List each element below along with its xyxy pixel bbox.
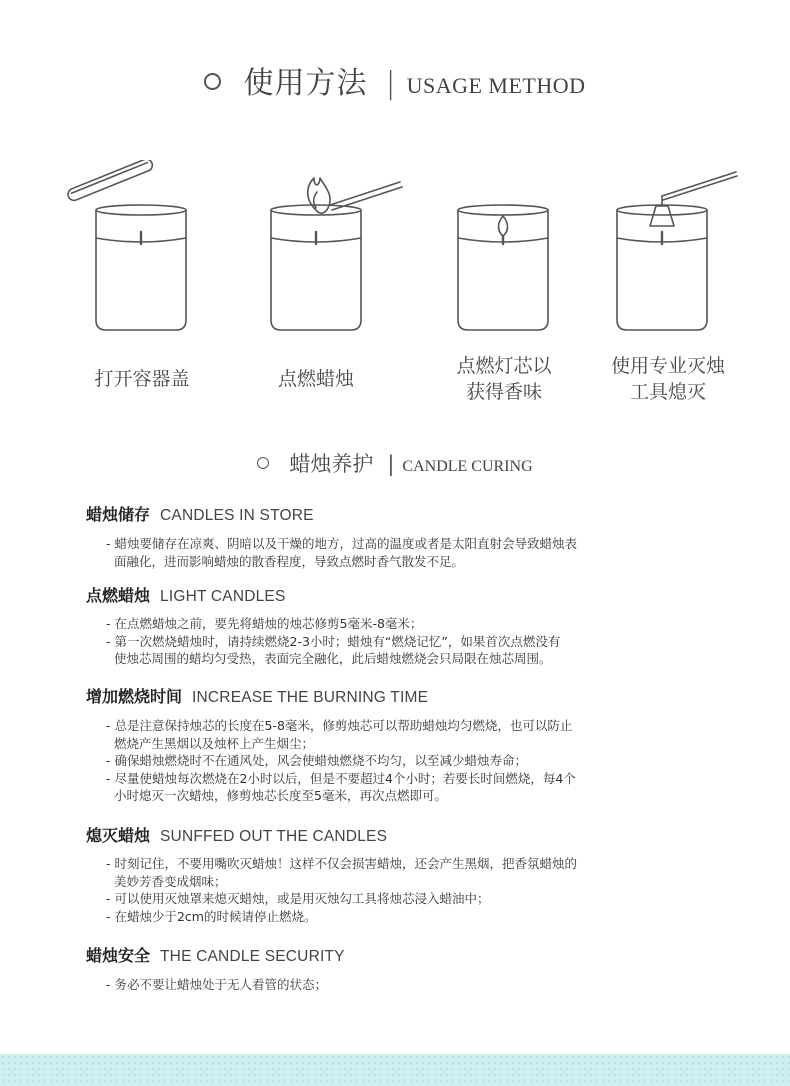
list-item: - 确保蜡烛燃烧时不在通风处，风会使蜡烛燃烧不均匀，以至减少蜡烛寿命； xyxy=(106,753,527,768)
section-title-burning-time: 增加燃烧时间 INCREASE THE BURNING TIME xyxy=(86,687,429,706)
list-item: - 蜡烛要储存在凉爽、阴暗以及干燥的地方，过高的温度或者是太阳直射会导致蜡烛表 xyxy=(106,536,577,551)
list-item: 面融化，进而影响蜡烛的散香程度，导致点燃时香气散发不足。 xyxy=(114,553,465,569)
list-item: - 总是注意保持烛芯的长度在5-8毫米，修剪烛芯可以帮助蜡烛均匀燃烧，也可以防止 xyxy=(106,718,573,733)
section-body-store xyxy=(106,535,716,570)
section-body-burning-time xyxy=(106,717,716,805)
open-lid-icon xyxy=(66,160,186,330)
list-item: 美妙芳香变成烟味； xyxy=(114,873,227,889)
section-body-light xyxy=(106,615,716,668)
list-item: 燃烧产生黑烟以及烛杯上产生烟尘； xyxy=(114,735,315,751)
curing-title-en: CANDLE CURING xyxy=(402,458,533,475)
list-item: - 可以使用灭烛罩来熄灭蜡烛，或是用灭烛勾工具将烛芯浸入蜡油中； xyxy=(106,891,490,906)
candle-curing-heading: 蜡烛养护 | CANDLE CURING xyxy=(0,448,790,478)
candle-snuffer-icon xyxy=(617,172,737,330)
list-item: - 时刻记住，不要用嘴吹灭蜡烛！这样不仅会损害蜡烛，还会产生黑烟，把香氛蜡烛的 xyxy=(106,856,577,871)
section-title-security: 蜡烛安全 THE CANDLE SECURITY xyxy=(86,946,345,965)
usage-illustrations xyxy=(0,160,790,340)
burning-candle-icon xyxy=(458,205,548,330)
step-label-light-wick-line2: 获得香味 xyxy=(465,381,542,403)
circle-icon xyxy=(204,73,221,90)
section-title-store: 蜡烛储存 CANDLES IN STORE xyxy=(86,505,314,524)
light-candle-icon xyxy=(271,178,402,330)
list-item: - 尽量使蜡烛每次燃烧在2小时以后，但是不要超过4个小时；若要长时间燃烧，每4个 xyxy=(106,770,576,786)
list-item: - 在蜡烛少于2cm的时候请停止燃烧。 xyxy=(106,908,317,924)
step-label-light-wick xyxy=(432,353,576,405)
curing-title-cn: 蜡烛养护 xyxy=(289,452,374,476)
step-label-open-lid: 打开容器盖 xyxy=(94,368,190,390)
step-label-snuff-line1: 使用专业灭烛 xyxy=(610,355,725,377)
step-label-light-wick-line1: 点燃灯芯以 xyxy=(456,355,552,377)
usage-title-en: USAGE METHOD xyxy=(406,73,586,98)
step-label-snuff-line2: 工具熄灭 xyxy=(629,381,706,403)
step-label-snuff xyxy=(588,353,748,405)
step-label-light-candle: 点燃蜡烛 xyxy=(277,368,354,390)
list-item: 使烛芯周围的蜡均匀受热，表面完全融化，此后蜡烛燃烧会只局限在烛芯周围。 xyxy=(114,651,552,666)
list-item: - 务必不要让蜡烛处于无人看管的状态； xyxy=(106,977,327,992)
footer-pattern-strip xyxy=(0,1054,790,1086)
usage-method-heading: 使用方法 | USAGE METHOD xyxy=(0,58,790,102)
section-body-security xyxy=(106,976,716,994)
section-title-light: 点燃蜡烛 LIGHT CANDLES xyxy=(86,586,286,605)
list-item: 小时熄灭一次蜡烛，修剪烛芯长度至5毫米，再次点燃即可。 xyxy=(114,788,447,803)
circle-icon xyxy=(257,457,269,469)
list-item: - 第一次燃烧蜡烛时，请持续燃烧2-3小时；蜡烛有“燃烧记忆”，如果首次点燃没有 xyxy=(106,633,561,649)
usage-title-cn: 使用方法 xyxy=(243,66,368,101)
section-title-snuff-out: 熄灭蜡烛 SUNFFED OUT THE CANDLES xyxy=(86,826,388,845)
section-body-snuff-out xyxy=(106,855,716,925)
list-item: - 在点燃蜡烛之前，要先将蜡烛的烛芯修剪5毫米-8毫米； xyxy=(106,616,423,631)
